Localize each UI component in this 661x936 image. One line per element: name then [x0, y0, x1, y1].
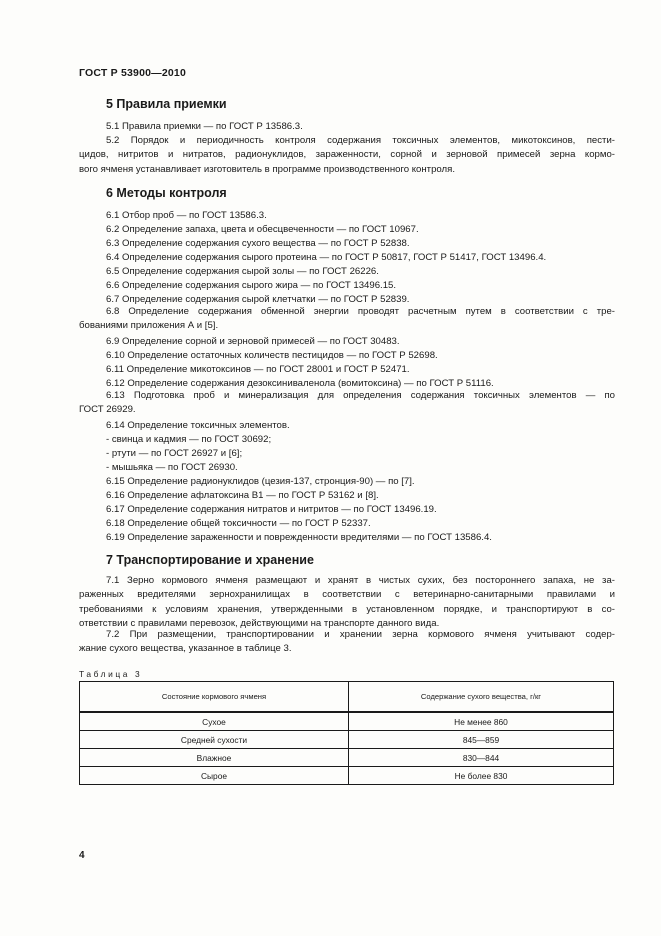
paragraph-6-11: 6.11 Определение микотоксинов — по ГОСТ 28001 и ГОСТ Р 52471. — [106, 364, 410, 375]
text-line: раженных вредителями зернохранилищах в соответствии с ветеринарно-санитарными правилами и — [79, 589, 615, 601]
paragraph-6-4: 6.4 Определение содержания сырого протеина — по ГОСТ Р 50817, ГОСТ Р 51417, ГОСТ 13496.4. — [106, 252, 547, 263]
paragraph-5-2 — [79, 134, 615, 177]
list-item-mercury: - ртути — по ГОСТ 26927 и [6]; — [106, 448, 243, 459]
paragraph-6-15: 6.15 Определение радионуклидов (цезия-137, стронция-90) — по [7]. — [106, 476, 415, 487]
paragraph-6-2: 6.2 Определение запаха, цвета и обесцвеченности — по ГОСТ 10967. — [106, 224, 419, 235]
paragraph-6-7: 6.7 Определение содержания сырой клетчатки — по ГОСТ Р 52839. — [106, 294, 410, 305]
paragraph-6-5: 6.5 Определение содержания сырой золы — по ГОСТ 26226. — [106, 266, 379, 277]
paragraph-7-2 — [79, 628, 615, 657]
column-header-dry-matter: Содержание сухого вещества, г/кг — [349, 682, 614, 713]
table-row — [80, 767, 614, 785]
list-item-arsenic: - мышьяка — по ГОСТ 26930. — [106, 462, 238, 473]
table-row — [80, 731, 614, 749]
paragraph-6-1: 6.1 Отбор проб — по ГОСТ 13586.3. — [106, 210, 267, 221]
text-line: бованиями приложения А и [5]. — [79, 320, 219, 332]
section-5-title: 5 Правила приемки — [106, 97, 227, 111]
table-cell: Влажное — [80, 749, 349, 767]
list-item-lead-cadmium: - свинца и кадмия — по ГОСТ 30692; — [106, 434, 272, 445]
paragraph-6-13 — [79, 389, 615, 418]
table-row — [80, 712, 614, 731]
table-cell: 845—859 — [349, 731, 614, 749]
table-cell: Не менее 860 — [349, 712, 614, 731]
text-line: ответствии с правилами перевозок, действующими на транспорте данного вида. — [79, 618, 440, 630]
text-line: требованиями к условиям хранения, утвержденными в установленном порядке, и транспортируют в со- — [79, 603, 615, 615]
paragraph-6-14: 6.14 Определение токсичных элементов. — [106, 420, 290, 431]
table-cell: Сухое — [80, 712, 349, 731]
text-line: 7.2 При размещении, транспортировании и хранении зерна кормового ячменя учитывают содер- — [106, 629, 615, 640]
document-code: ГОСТ Р 53900—2010 — [79, 67, 187, 79]
paragraph-6-8 — [79, 305, 615, 334]
text-line: 5.2 Порядок и периодичность контроля содержания токсичных элементов, микотоксинов, пести- — [106, 135, 615, 146]
text-line: 7.1 Зерно кормового ячменя размещают и хранят в чистых сухих, без постороннего запаха, не за- — [106, 575, 615, 586]
text-line: цидов, нитритов и нитратов, радионуклидов, зараженности, сорной и зерновой примесей зерна кормо- — [79, 149, 615, 161]
paragraph-6-19: 6.19 Определение зараженности и поврежденности вредителями — по ГОСТ 13586.4. — [106, 532, 492, 543]
table-header-row — [80, 682, 614, 713]
text-line: вого ячменя устанавливает изготовитель в программе производственного контроля. — [79, 163, 455, 175]
paragraph-6-17: 6.17 Определение содержания нитратов и нитритов — по ГОСТ 13496.19. — [106, 504, 437, 515]
table-cell: 830—844 — [349, 749, 614, 767]
text-line: ГОСТ 26929. — [79, 404, 136, 416]
paragraph-6-3: 6.3 Определение содержания сухого вещества — по ГОСТ Р 52838. — [106, 238, 410, 249]
paragraph-6-6: 6.6 Определение содержания сырого жира — по ГОСТ 13496.15. — [106, 280, 397, 291]
table-cell: Сырое — [80, 767, 349, 785]
paragraph-5-1: 5.1 Правила приемки — по ГОСТ Р 13586.3. — [106, 121, 303, 132]
table-row — [80, 749, 614, 767]
paragraph-6-12: 6.12 Определение содержания дезоксиниваленола (вомитоксина) — по ГОСТ Р 51116. — [106, 378, 494, 389]
table-caption: Таблица 3 — [79, 669, 143, 679]
column-header-condition: Состояние кормового ячменя — [80, 682, 349, 713]
section-7-title: 7 Транспортирование и хранение — [106, 553, 314, 567]
table-cell: Не более 830 — [349, 767, 614, 785]
text-line: жание сухого вещества, указанное в таблице 3. — [79, 643, 292, 655]
page-number: 4 — [79, 850, 85, 861]
paragraph-6-9: 6.9 Определение сорной и зерновой примесей — по ГОСТ 30483. — [106, 336, 400, 347]
paragraph-6-16: 6.16 Определение афлатоксина В1 — по ГОСТ Р 53162 и [8]. — [106, 490, 379, 501]
paragraph-6-18: 6.18 Определение общей токсичности — по ГОСТ Р 52337. — [106, 518, 371, 529]
text-line: 6.13 Подготовка проб и минерализация для определения содержания токсичных элементов — по — [106, 390, 615, 401]
paragraph-7-1 — [79, 574, 615, 632]
paragraph-6-10: 6.10 Определение остаточных количеств пестицидов — по ГОСТ Р 52698. — [106, 350, 438, 361]
table-cell: Средней сухости — [80, 731, 349, 749]
text-line: 6.8 Определение содержания обменной энергии проводят расчетным путем в соответствии с тре- — [106, 306, 615, 317]
dry-matter-table — [79, 681, 614, 785]
section-6-title: 6 Методы контроля — [106, 186, 227, 200]
